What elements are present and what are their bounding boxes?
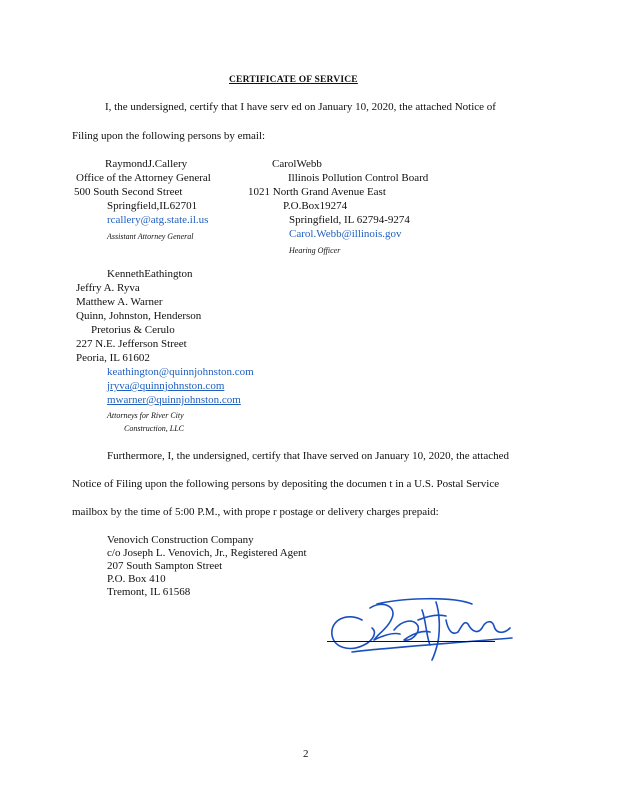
callery-email-link[interactable]: rcallery@atg.state.il.us	[107, 214, 209, 226]
webb-city: Springfield, IL 62794-9274	[289, 214, 410, 226]
quinn-line-3: Quinn, Johnston, Henderson	[76, 310, 202, 322]
webb-pobox: P.O.Box19274	[283, 200, 348, 212]
callery-street: 500 South Second Street	[74, 186, 183, 198]
para1-line2: Filing upon the following persons by email:	[72, 130, 266, 142]
venovich-line-2: c/o Joseph L. Venovich, Jr., Registered Agent	[107, 547, 307, 559]
webb-role: Hearing Officer	[289, 246, 341, 255]
jryva-email-link[interactable]: jryva@quinnjohnston.com	[107, 380, 225, 392]
callery-name: RaymondJ.Callery	[105, 158, 188, 170]
webb-office: Illinois Pollution Control Board	[288, 172, 429, 184]
quinn-line-2: Matthew A. Warner	[76, 296, 163, 308]
para2-line1: Furthermore, I, the undersigned, certify that Ihave served on January 10, 2020, the attached	[107, 450, 509, 462]
quinn-line-6: Peoria, IL 61602	[76, 352, 150, 364]
venovich-line-1: Venovich Construction Company	[107, 534, 254, 546]
venovich-line-4: P.O. Box 410	[107, 573, 166, 585]
quinn-line-4: Pretorius & Cerulo	[91, 324, 175, 336]
para1-line1: I, the undersigned, certify that I have serv ed on January 10, 2020, the attached Notice of	[105, 101, 496, 113]
para2-line2: Notice of Filing upon the following persons by depositing the documen t in a U.S. Postal Service	[72, 478, 500, 490]
webb-email-link[interactable]: Carol.Webb@illinois.gov	[289, 228, 402, 240]
quinn-role-1: Attorneys for River City	[107, 411, 184, 420]
para2-line3: mailbox by the time of 5:00 P.M., with prope r postage or delivery charges prepaid:	[72, 506, 439, 518]
callery-city: Springfield,IL62701	[107, 200, 198, 212]
webb-name: CarolWebb	[272, 158, 322, 170]
webb-street: 1021 North Grand Avenue East	[248, 186, 386, 198]
mwarner-email-link[interactable]: mwarner@quinnjohnston.com	[107, 394, 241, 406]
quinn-role-2: Construction, LLC	[124, 424, 185, 433]
certificate-title: CERTIFICATE OF SERVICE	[229, 75, 358, 85]
handwritten-signature	[322, 590, 522, 670]
callery-role: Assistant Attorney General	[107, 232, 194, 241]
callery-office: Office of the Attorney General	[76, 172, 211, 184]
venovich-line-5: Tremont, IL 61568	[107, 586, 191, 598]
quinn-line-1: Jeffry A. Ryva	[76, 282, 140, 294]
signature-line	[327, 641, 495, 642]
quinn-line-5: 227 N.E. Jefferson Street	[76, 338, 187, 350]
venovich-line-3: 207 South Sampton Street	[107, 560, 223, 572]
keathington-email-link[interactable]: keathington@quinnjohnston.com	[107, 366, 254, 378]
page-number: 2	[303, 748, 309, 760]
quinn-name: KennethEathington	[107, 268, 193, 280]
